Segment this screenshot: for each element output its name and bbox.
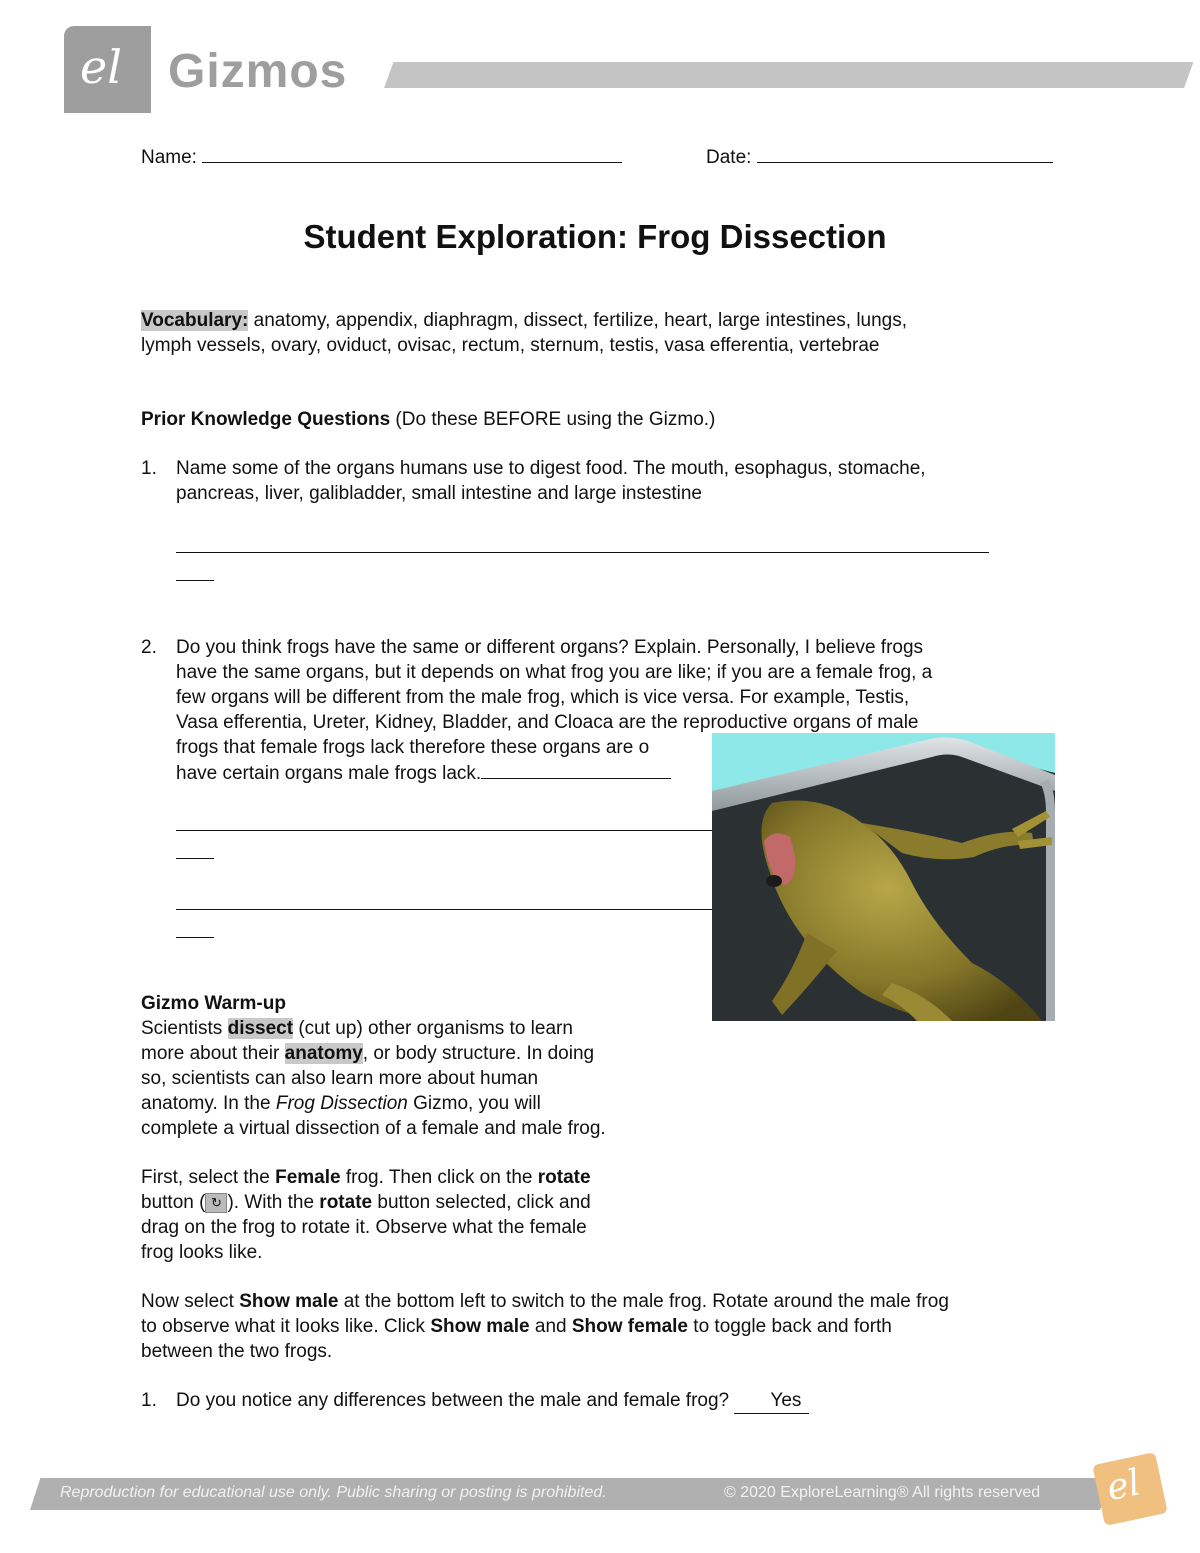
prior-heading-text: Prior Knowledge Questions — [141, 409, 391, 430]
answer-yes[interactable]: Yes — [734, 1388, 809, 1414]
page-title: Student Exploration: Frog Dissection — [303, 218, 887, 255]
answer-line[interactable] — [176, 830, 716, 831]
show-female-label: Show female — [571, 1316, 689, 1337]
vocabulary-line-2: lymph vessels, ovary, oviduct, ovisac, rectum, sternum, testis, vasa efferentia, vertebrae — [141, 335, 880, 356]
brand-logo: el — [64, 26, 151, 113]
question-1-line-2: pancreas, liver, galibladder, small intestine and large instestine — [176, 483, 702, 504]
warmup-text: , or body structure. In doing — [362, 1043, 595, 1064]
warmup-text: First, select the — [141, 1167, 276, 1188]
warmup-question-1-text: Do you notice any differences between the male and female frog? — [176, 1390, 735, 1411]
footer-logo: el — [1092, 1452, 1167, 1526]
answer-line-tail[interactable] — [176, 937, 214, 938]
warmup-text: so, scientists can also learn more about human — [141, 1068, 539, 1089]
warmup-text: frog looks like. — [141, 1242, 263, 1263]
warmup-text: Gizmo, you will — [407, 1093, 541, 1114]
prior-knowledge-heading — [141, 407, 715, 432]
name-field[interactable] — [141, 144, 622, 170]
warmup-paragraph-1 — [141, 991, 681, 1141]
question-number: 1. — [141, 458, 157, 479]
warmup-text: at the bottom left to switch to the male frog. Rotate around the male frog — [338, 1291, 949, 1312]
question-number: 1. — [141, 1390, 157, 1411]
show-male-label: Show male — [430, 1316, 530, 1337]
warmup-text: Now select — [141, 1291, 240, 1312]
warmup-text: ). With the — [227, 1192, 320, 1213]
frog-illustration — [712, 733, 1055, 1021]
warmup-text: frog. Then click on the — [340, 1167, 538, 1188]
answer-line[interactable] — [176, 552, 989, 553]
answer-line-tail[interactable] — [176, 858, 214, 859]
warmup-text: button ( — [141, 1192, 206, 1213]
footer-disclaimer: Reproduction for educational use only. Public sharing or posting is prohibited. — [60, 1484, 607, 1501]
vocabulary-label: Vocabulary: — [141, 310, 249, 331]
vocabulary-line-1: anatomy, appendix, diaphragm, dissect, fertilize, heart, large intestines, lungs, — [248, 310, 908, 331]
header-bar — [384, 62, 1193, 88]
term-anatomy: anatomy — [284, 1043, 363, 1064]
date-field[interactable] — [706, 144, 1053, 170]
question-2-line-5: frogs that female frogs lack therefore these organs are o — [176, 737, 650, 758]
footer-copyright: © 2020 ExploreLearning® All rights reserved — [724, 1484, 1041, 1501]
gizmo-name: Frog Dissection — [275, 1093, 408, 1114]
name-label: Name: — [141, 147, 197, 168]
warmup-text: to toggle back and forth — [688, 1316, 892, 1337]
warmup-text: more about their — [141, 1043, 285, 1064]
question-2-line-3: few organs will be different from the male frog, which is vice versa. For example, Testis, — [176, 687, 910, 708]
warmup-text: anatomy. In the — [141, 1093, 276, 1114]
term-dissect: dissect — [227, 1018, 294, 1039]
warmup-heading: Gizmo Warm-up — [141, 993, 286, 1014]
question-1-line-1: Name some of the organs humans use to digest food. The mouth, esophagus, stomache, — [176, 458, 926, 479]
female-label: Female — [275, 1167, 341, 1188]
brand-name: Gizmos — [168, 45, 348, 98]
warmup-text: to observe what it looks like. Click — [141, 1316, 431, 1337]
frog-dissection-image — [712, 733, 1055, 1021]
warmup-text: and — [529, 1316, 572, 1337]
question-2-line-2: have the same organs, but it depends on what frog you are like; if you are a female frog, a — [176, 662, 933, 683]
rotate-label: rotate — [537, 1167, 591, 1188]
warmup-paragraph-2 — [141, 1165, 681, 1265]
question-number: 2. — [141, 637, 157, 658]
warmup-text: drag on the frog to rotate it. Observe what the female — [141, 1217, 587, 1238]
vocabulary-section — [141, 308, 1061, 358]
warmup-question-1 — [141, 1388, 1081, 1414]
rotate-icon: ↻ — [205, 1193, 227, 1213]
answer-line-tail[interactable] — [176, 580, 214, 581]
warmup-text: button selected, click and — [372, 1192, 591, 1213]
question-2-line-1: Do you think frogs have the same or different organs? Explain. Personally, I believe frogs — [176, 637, 924, 658]
warmup-text: (cut up) other organisms to learn — [293, 1018, 573, 1039]
answer-line[interactable] — [176, 909, 716, 910]
answer-blank[interactable] — [481, 760, 671, 779]
question-2-line-6: have certain organs male frogs lack. — [176, 763, 482, 784]
date-blank[interactable] — [757, 144, 1053, 163]
warmup-text: complete a virtual dissection of a female and male frog. — [141, 1118, 606, 1139]
rotate-label: rotate — [319, 1192, 373, 1213]
name-blank[interactable] — [202, 144, 622, 163]
question-2-line-4: Vasa efferentia, Ureter, Kidney, Bladder, and Cloaca are the reproductive organs of male — [176, 712, 919, 733]
warmup-text: between the two frogs. — [141, 1341, 333, 1362]
warmup-text: Scientists — [141, 1018, 228, 1039]
show-male-label: Show male — [239, 1291, 339, 1312]
date-label: Date: — [706, 147, 752, 168]
prior-question-1 — [141, 456, 1071, 506]
warmup-paragraph-3 — [141, 1289, 1081, 1364]
prior-heading-note: (Do these BEFORE using the Gizmo.) — [390, 409, 716, 430]
